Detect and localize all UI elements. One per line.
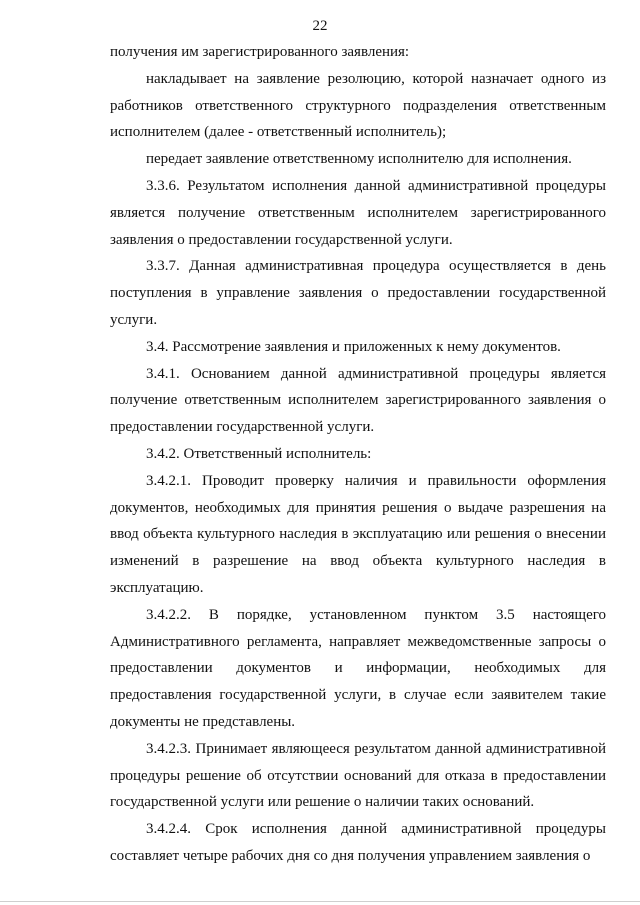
paragraph-3-4-1: 3.4.1. Основанием данной административной процедуры является получение ответственным исполнителем зарегистрированного заявления о предоставлении государственной услуги. [110,365,606,436]
paragraph-continuation: получения им зарегистрированного заявления: [110,44,410,60]
page-number: 22 [312,18,328,34]
page-bottom-edge [0,901,640,902]
paragraph-3-3-6: 3.3.6. Результатом исполнения данной административной процедуры является получение ответственным исполнителем зарегистрированного заявления о предоставлении государственной услуги. [110,177,606,248]
paragraph-3-4-2-3: 3.4.2.3. Принимает являющееся результатом данной административной процедуры решение об отсутствии оснований для отказа в предоставлении государственной услуги или решение о наличии таких оснований. [110,740,606,811]
paragraph-transfer: передает заявление ответственному исполнителю для исполнения. [146,151,572,168]
paragraph-3-3-7: 3.3.7. Данная административная процедура осуществляется в день поступления в управление заявления о предоставлении государственной услуги. [110,258,606,328]
paragraph-3-4-2: 3.4.2. Ответственный исполнитель: [146,445,372,462]
paragraph-3-4-2-4: 3.4.2.4. Срок исполнения данной административной процедуры составляет четыре рабочих дня со дня получения управлением заявления о [110,821,606,864]
paragraph-3-4-2-1: 3.4.2.1. Проводит проверку наличия и правильности оформления документов, необходимых для принятия решения о выдаче разрешения на ввод объекта культурного наследия в эксплуатацию или решения о внесении изменений в разрешение на ввод объекта культурного наследия в эксплуатацию. [110,472,606,596]
paragraph-resolution: накладывает на заявление резолюцию, которой назначает одного из работников ответственного структурного подразделения ответственным исполнителем (далее - ответственный исполнитель); [110,70,606,141]
paragraph-3-4: 3.4. Рассмотрение заявления и приложенных к нему документов. [146,338,561,355]
paragraph-3-4-2-2: 3.4.2.2. В порядке, установленном пунктом 3.5 настоящего Административного регламента, направляет межведомственные запросы о предоставлении документов и информации, необходимых для предоставления государственной услуги, в случае если заявителем такие документы не представлены. [110,606,606,730]
document-body [110,39,606,870]
